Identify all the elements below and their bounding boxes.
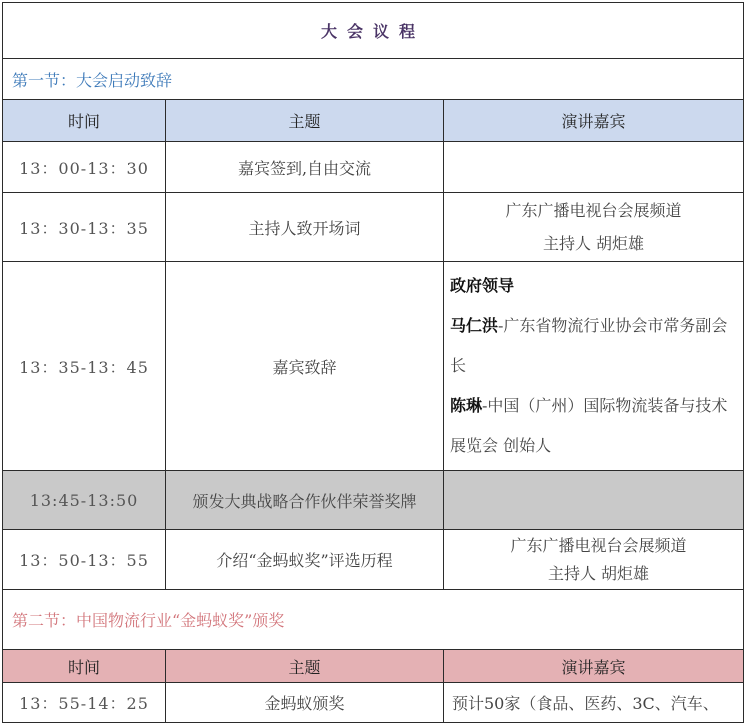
title-row (3, 3, 744, 59)
speaker-line: 广东广播电视台会展频道 (505, 201, 682, 220)
header-topic: 主题 (166, 650, 444, 683)
speaker-entry (450, 386, 737, 466)
table-row (3, 683, 744, 723)
table-row (3, 530, 744, 590)
speaker-line: 主持人 胡炬雄 (542, 234, 645, 253)
row-speaker: 预计50家（食品、医药、3C、汽车、 (444, 683, 744, 723)
speaker-desc: -中国（广州）国际物流装备与技术展览会 创始人 (450, 396, 728, 455)
row-speaker (444, 471, 744, 530)
row-time: 13：35-13：45 (3, 262, 166, 471)
section2-heading: 第二节：中国物流行业“金蚂蚁奖”颁奖 (3, 590, 744, 650)
row-speaker (444, 142, 744, 193)
row-topic: 嘉宾签到,自由交流 (166, 142, 444, 193)
agenda-table (2, 2, 744, 723)
speaker-name: 陈琳 (450, 396, 483, 415)
header-topic: 主题 (166, 100, 444, 142)
section1-heading: 第一节：大会启动致辞 (3, 59, 744, 100)
section2-header-row (3, 650, 744, 683)
header-speaker: 演讲嘉宾 (444, 650, 744, 683)
row-speaker (444, 262, 744, 471)
row-time: 13：50-13：55 (3, 530, 166, 590)
row-time: 13:45-13:50 (3, 471, 166, 530)
row-speaker (444, 193, 744, 262)
row-time: 13：30-13：35 (3, 193, 166, 262)
table-row (3, 142, 744, 193)
row-topic: 主持人致开场词 (166, 193, 444, 262)
speaker-line: 主持人 胡炬雄 (547, 563, 650, 583)
table-row-highlighted (3, 471, 744, 530)
row-time: 13：55-14：25 (3, 683, 166, 723)
section1-heading-row (3, 59, 744, 100)
speaker-name: 马仁洪 (450, 316, 499, 335)
speaker-group: 政府领导 (450, 276, 515, 295)
page-title: 大会议程 (3, 3, 744, 59)
table-row (3, 262, 744, 471)
table-row (3, 193, 744, 262)
row-topic: 介绍“金蚂蚁奖”评选历程 (166, 530, 444, 590)
header-time: 时间 (3, 100, 166, 142)
row-topic: 颁发大典战略合作伙伴荣誉奖牌 (166, 471, 444, 530)
row-speaker (444, 530, 744, 590)
row-topic: 嘉宾致辞 (166, 262, 444, 471)
section1-header-row (3, 100, 744, 142)
row-time: 13：00-13：30 (3, 142, 166, 193)
speaker-line: 广东广播电视台会展频道 (510, 535, 687, 555)
row-topic: 金蚂蚁颁奖 (166, 683, 444, 723)
speaker-desc: -广东省物流行业协会市常务副会长 (450, 316, 728, 375)
header-speaker: 演讲嘉宾 (444, 100, 744, 142)
header-time: 时间 (3, 650, 166, 683)
speaker-entry (450, 306, 737, 386)
section2-heading-row (3, 590, 744, 650)
